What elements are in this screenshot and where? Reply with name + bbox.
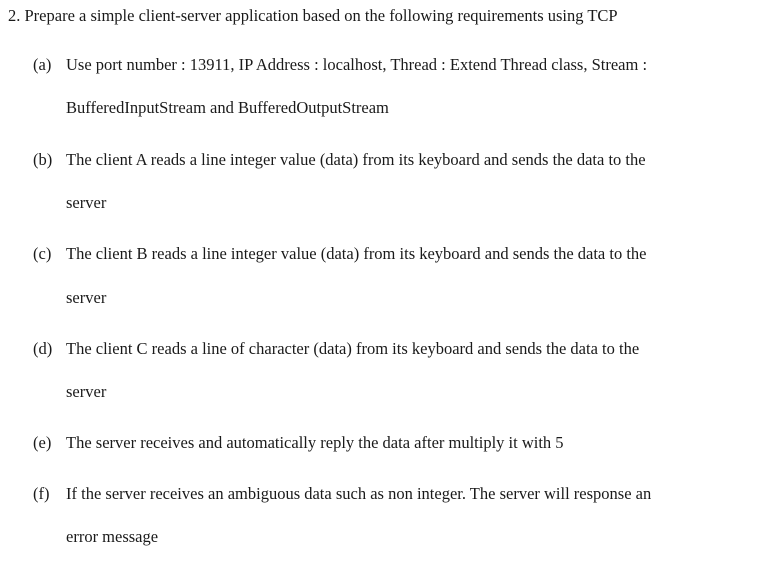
list-item-a-continuation: BufferedInputStream and BufferedOutputStream: [66, 98, 389, 117]
item-label: (e): [33, 433, 52, 452]
item-label: (c): [33, 244, 52, 263]
item-text: The client A reads a line integer value (data) from its keyboard and sends the data to the: [66, 150, 646, 169]
question-title: 2. Prepare a simple client-server application based on the following requirements using TCP: [8, 6, 618, 25]
list-item-b: [33, 150, 646, 170]
item-label: (b): [33, 150, 53, 169]
list-item-a: [33, 55, 647, 75]
item-text: The client B reads a line integer value (data) from its keyboard and sends the data to the: [66, 244, 647, 263]
item-text: Use port number : 13911, IP Address : localhost, Thread : Extend Thread class, Stream :: [66, 55, 648, 74]
list-item-c-continuation: server: [66, 288, 107, 307]
item-text: If the server receives an ambiguous data such as non integer. The server will response an: [66, 484, 652, 503]
list-item-f: [33, 484, 651, 504]
item-text: The server receives and automatically reply the data after multiply it with 5: [66, 433, 564, 452]
list-item-b-continuation: server: [66, 193, 107, 212]
item-label: (d): [33, 339, 53, 358]
list-item-d: [33, 339, 639, 359]
item-text: The client C reads a line of character (data) from its keyboard and sends the data to the: [66, 339, 640, 358]
item-label: (f): [33, 484, 50, 503]
list-item-c: [33, 244, 647, 264]
list-item-e: [33, 433, 564, 453]
list-item-d-continuation: server: [66, 382, 107, 401]
list-item-f-continuation: error message: [66, 527, 159, 546]
item-label: (a): [33, 55, 52, 74]
